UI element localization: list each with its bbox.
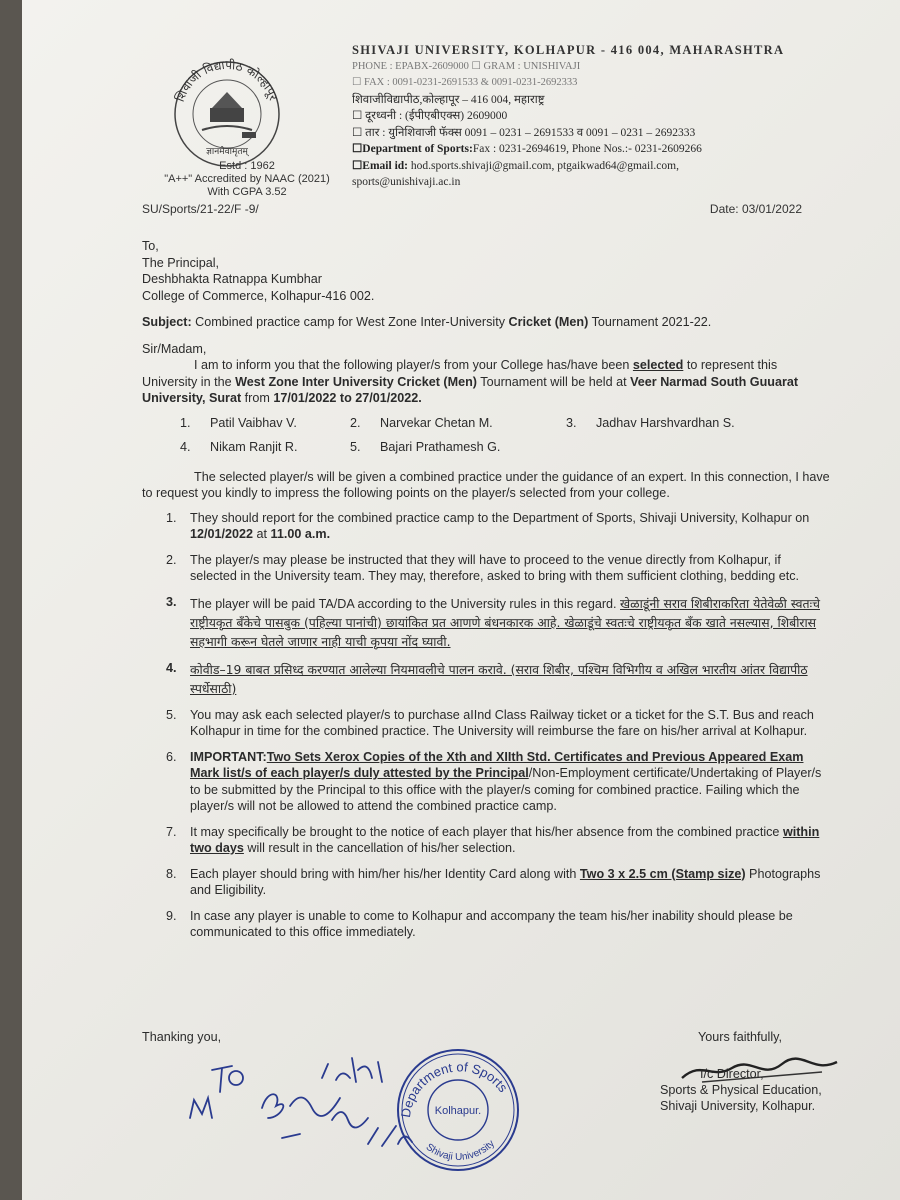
players-row bbox=[180, 439, 830, 463]
recipient-address: College of Commerce, Kolhapur-416 002. bbox=[142, 288, 375, 303]
signatory-department: Sports & Physical Education, bbox=[660, 1083, 822, 1097]
svg-text:Kolhapur.: Kolhapur. bbox=[434, 1105, 482, 1117]
fax-line: ☐ FAX : 0091-0231-2691533 & 0091-0231-2692333 bbox=[352, 77, 578, 88]
recipient-name: Deshbhakta Ratnappa Kumbhar bbox=[142, 272, 322, 286]
yours-faithfully: Yours faithfully, bbox=[698, 1030, 783, 1044]
instruction-item: 8. Each player should bring with him/her his/her Identity Card along with Two 3 x 2.5 cm (Stamp size) Photographs and Eligibility. bbox=[166, 866, 821, 897]
letter-page bbox=[22, 0, 900, 1200]
instruction-item: 4. कोवीड–19 बाबत प्रसिध्द करण्यात आलेल्या नियमावलीचे पालन करावे. (सराव शिबीर, पश्चिम विभिगीय व अखिल भारतीय आंतर विद्यापीठ स्पर्धेसाठी) bbox=[166, 660, 808, 696]
players-row bbox=[180, 415, 830, 439]
players-list bbox=[180, 415, 830, 463]
to-line: To, bbox=[142, 239, 159, 253]
estd-text: Estd : 1962 bbox=[219, 160, 275, 172]
reference-number: SU/Sports/21-22/F -9/ bbox=[142, 202, 259, 216]
marathi-address: शिवाजीविद्यापीठ,कोल्हापूर – 416 004, महाराष्ट्र bbox=[352, 93, 545, 106]
instruction-item: 2. The player/s may please be instructed that they will have to proceed to the venue directly from Kolhapur, if selected in the University team. They may, therefore, asked to bring with them sufficient clothing, bedding etc. bbox=[166, 552, 800, 583]
logo-caption bbox=[152, 160, 342, 199]
instruction-item: 5. You may ask each selected player/s to purchase aIInd Class Railway ticket or a ticket for the S.T. Bus and reach Kolhapur in time for the combined practice. The University will reimburse the fare on his/her arrival at Kolhapur. bbox=[166, 707, 814, 738]
department-line: ☐Department of Sports:Fax : 0231-2694619, Phone Nos.:- 0231-2609266 bbox=[352, 143, 702, 155]
university-name: SHIVAJI UNIVERSITY, KOLHAPUR - 416 004, MAHARASHTRA bbox=[352, 43, 785, 57]
cgpa-text: With CGPA 3.52 bbox=[207, 186, 287, 198]
salutation: Sir/Madam, bbox=[142, 341, 207, 356]
email-line-2: sports@unishivaji.ac.in bbox=[352, 176, 461, 188]
signatory-title: I/c Director, bbox=[700, 1067, 764, 1081]
handwritten-note bbox=[172, 1048, 422, 1158]
svg-text:Shivaji University: Shivaji University bbox=[423, 1138, 497, 1164]
phone-line: PHONE : EPABX-2609000 ☐ GRAM : UNISHIVAJI bbox=[352, 60, 581, 72]
recipient-title: The Principal, bbox=[142, 255, 219, 270]
instructions-list bbox=[142, 510, 830, 941]
instruction-item: 9. In case any player is unable to come to Kolhapur and accompany the team his/her inability should please be communicated to this office immediately. bbox=[166, 908, 793, 939]
instruction-item: 7. It may specifically be brought to the notice of each player that his/her absence from the combined practice within two days will result in the cancellation of his/her selection. bbox=[166, 824, 820, 855]
player-item: 4. Nikam Ranjit R. bbox=[180, 439, 298, 454]
marathi-fax: ☐ तार : युनिशिवाजी फॅक्स 0091 – 0231 – 2691533 व 0091 – 0231 – 2692333 bbox=[352, 126, 696, 139]
university-contact-block bbox=[352, 42, 872, 191]
player-item: 2. Narvekar Chetan M. bbox=[350, 415, 493, 430]
player-item: 3. Jadhav Harshvardhan S. bbox=[566, 415, 735, 430]
signatory-block bbox=[660, 1066, 880, 1114]
svg-text:शिवाजी विद्यापीठ कोल्हापूर: शिवाजी विद्यापीठ कोल्हापूर bbox=[172, 57, 281, 104]
marathi-phone: ☐ दूरध्वनी : (ईपीएबीएक्स) 2609000 bbox=[352, 110, 508, 122]
thanking-text: Thanking you, bbox=[142, 1030, 222, 1044]
letterhead bbox=[162, 26, 862, 206]
naac-text: "A++" Accredited by NAAC (2021) bbox=[164, 173, 330, 185]
letter-date: Date: 03/01/2022 bbox=[709, 202, 802, 216]
intro-paragraph: I am to inform you that the following player/s from your College has/have been selected to represent this University in the West Zone Inter University Cricket (Men) Tournament will be held at Veer Narmad South Guuarat University, Surat from 17/01/2022 to 27/01/2022. bbox=[142, 358, 799, 405]
player-item: 5. Bajari Prathamesh G. bbox=[350, 439, 501, 454]
university-logo-icon bbox=[162, 52, 292, 170]
email-line: ☐Email id: hod.sports.shivaji@gmail.com, ptgaikwad64@gmail.com, bbox=[352, 159, 679, 172]
instruction-item: 3. The player will be paid TA/DA according to the University rules in this regard. खेळाडूंनी सराव शिबीराकरिता येतेवेळी स्वतःचे राष्ट्रीयकृत बँकेचे पासबुक (पहिल्या पानांची) छायांकित प्रत आणणे बंधनकारक आहे. खेळाडूंचे स्वतःचे राष्ट्रीयकृत बँक खाते नसल्यास, शिबीरास सहभागी करून घेतले जाणार नाही याची कृपया नोंद घ्यावी. bbox=[166, 594, 820, 649]
practice-paragraph: The selected player/s will be given a combined practice under the guidance of an expert. In this connection, I have to request you kindly to impress the following points on the player/s selected from your college. bbox=[142, 469, 830, 500]
svg-text:ज्ञानमेवामृतम्: ज्ञानमेवामृतम् bbox=[206, 147, 248, 157]
department-stamp-icon bbox=[388, 1040, 528, 1180]
recipient-block bbox=[142, 238, 830, 304]
player-item: 1. Patil Vaibhav V. bbox=[180, 415, 297, 430]
svg-text:Department of Sports: Department of Sports bbox=[397, 1059, 511, 1119]
subject-line: Subject: Combined practice camp for West Zone Inter-University Cricket (Men) Tournament 2021-22. bbox=[142, 315, 712, 329]
instruction-item: 6. IMPORTANT:Two Sets Xerox Copies of the Xth and XIIth Std. Certificates and Previous Appeared Exam Mark list/s of each player/s duly attested by the Principal/Non-Employment certificate/Undertaking of Player/s to be submitted by the Principal to this office with the player/s coming for combined practice. Failing which the player/s will not be allowed to attend the combined practice camp. bbox=[166, 749, 822, 813]
instruction-item: 1. They should report for the combined practice camp to the Department of Sports, Shivaji University, Kolhapur on 12/01/2022 at 11.00 a.m. bbox=[166, 510, 810, 541]
letter-body bbox=[142, 232, 830, 950]
signatory-university: Shivaji University, Kolhapur. bbox=[660, 1099, 816, 1113]
